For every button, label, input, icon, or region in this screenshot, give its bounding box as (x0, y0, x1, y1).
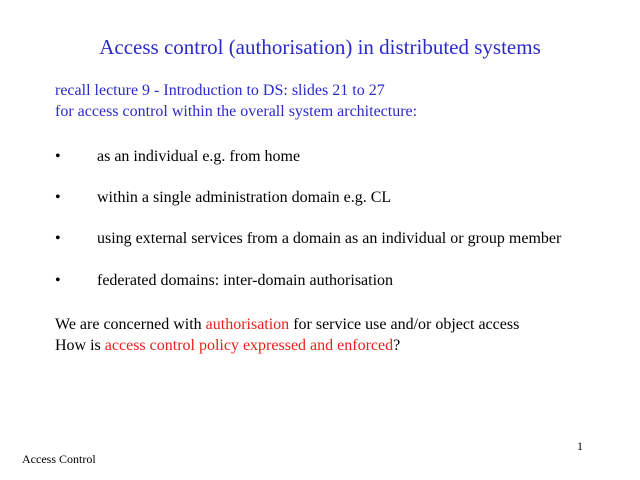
bullet-dot: • (55, 230, 61, 247)
concern-text (55, 314, 519, 356)
bullet-text: using external services from a domain as an individual or group member (97, 230, 562, 247)
policy-highlight: access control policy expressed and enforced (104, 337, 394, 354)
intro-line-1: recall lecture 9 - Introduction to DS: slides 21 to 27 (55, 82, 385, 99)
bullet-dot: • (55, 148, 61, 165)
bullet-dot: • (55, 272, 61, 289)
bullet-text: as an individual e.g. from home (97, 148, 301, 165)
concern-line-1-end: for service use and/or object access (289, 316, 520, 333)
intro-text (55, 80, 417, 122)
concern-line-1-start: We are concerned with (55, 316, 206, 333)
authorisation-highlight: authorisation (205, 316, 290, 333)
bullet-text: within a single administration domain e.g. CL (97, 189, 392, 206)
intro-line-2: for access control within the overall system architecture: (55, 103, 418, 120)
page-number: 1 (577, 439, 583, 453)
concern-line-2-end: ? (393, 337, 401, 354)
bullet-dot: • (55, 189, 61, 206)
footer-label: Access Control (22, 452, 96, 466)
slide-title: Access control (authorisation) in distributed systems (99, 35, 541, 59)
bullet-text: federated domains: inter-domain authorisation (97, 272, 394, 289)
concern-line-1 (55, 314, 519, 335)
concern-line-2-start: How is (55, 337, 105, 354)
concern-line-2 (55, 335, 519, 356)
